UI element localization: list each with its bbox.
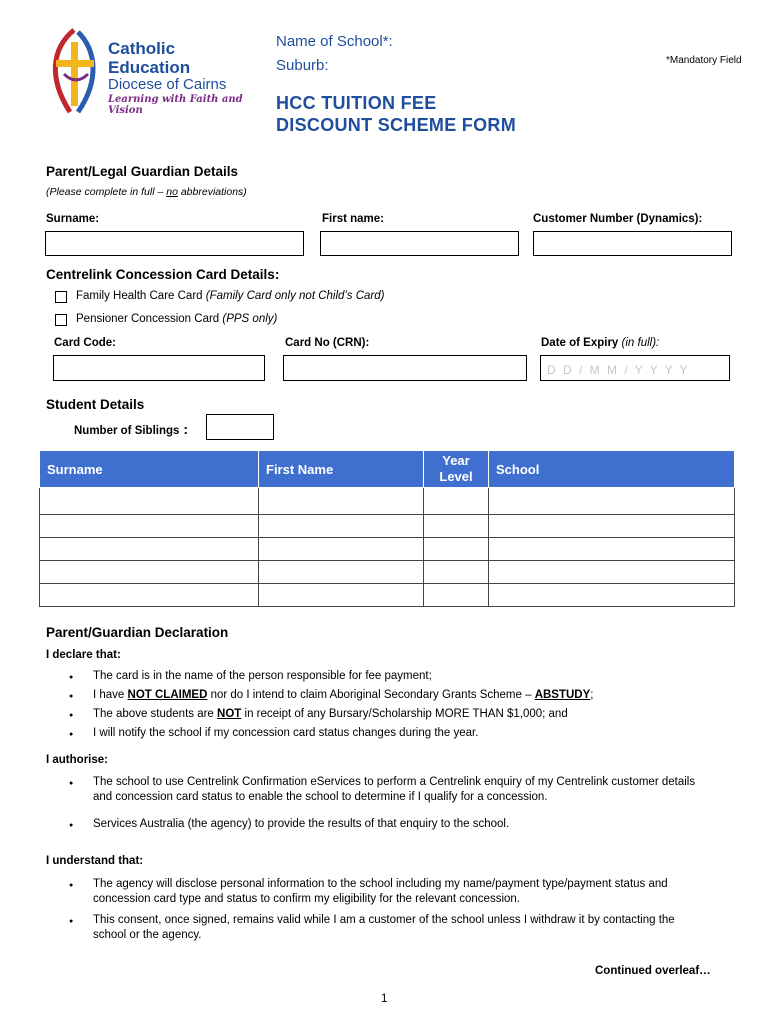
mandatory-field-note: *Mandatory Field: [666, 55, 742, 66]
understand-item-2: ● This consent, once signed, remains valid while I am a customer of the school unless I withdraw it by contacting the school or the agency.: [46, 913, 696, 943]
school-name-label: Name of School*:: [276, 33, 393, 50]
table-cell[interactable]: [424, 561, 489, 584]
guardian-note-prefix: (Please complete in full –: [46, 186, 167, 198]
table-cell[interactable]: [259, 488, 424, 515]
logo-line-catholic: Catholic: [108, 39, 176, 58]
table-cell[interactable]: [40, 538, 259, 561]
card-no-input[interactable]: [283, 355, 527, 381]
student-table: [39, 450, 735, 607]
col-surname: Surname: [40, 451, 259, 488]
guardian-heading: Parent/Legal Guardian Details: [46, 164, 239, 179]
table-cell[interactable]: [40, 561, 259, 584]
authorise-list: [46, 775, 716, 832]
authorise-item-1: ● The school to use Centrelink Confirmation eServices to perform a Centrelink enquiry of my Centrelink customer details and concession card status to enable the school to determine if I qualify for a concession.: [46, 775, 716, 805]
card-code-input[interactable]: [53, 355, 265, 381]
understand-list: [46, 877, 696, 943]
logo-line-diocese: Diocese of Cairns: [108, 76, 227, 93]
pensioner-card-checkbox[interactable]: [55, 314, 67, 326]
table-cell[interactable]: [424, 488, 489, 515]
authorise-item-2: ● Services Australia (the agency) to provide the results of that enquiry to the school.: [46, 817, 716, 832]
table-row: [40, 515, 735, 538]
table-cell[interactable]: [424, 538, 489, 561]
logo-tagline: Learning with Faith and Vision: [108, 94, 243, 116]
surname-label: Surname:: [46, 213, 100, 225]
page-number: 1: [381, 993, 388, 1005]
declare-3-c: in receipt of any Bursary/Scholarship MORE THAN $1,000; and: [241, 708, 568, 720]
table-cell[interactable]: [259, 538, 424, 561]
declare-3-not: NOT: [217, 708, 242, 720]
declare-item-4: ● I will notify the school if my concession card status changes during the year.: [46, 726, 736, 741]
declare-2-c: nor do I intend to claim Aboriginal Secondary Grants Scheme –: [207, 689, 535, 701]
col-first-name: First Name: [259, 451, 424, 488]
declare-item-2: [46, 688, 736, 703]
form-title-line1: HCC TUITION FEE: [276, 93, 437, 113]
table-row: [40, 584, 735, 607]
table-row: [40, 561, 735, 584]
table-cell[interactable]: [40, 584, 259, 607]
customer-number-label: Customer Number (Dynamics):: [533, 213, 703, 225]
col-school: School: [489, 451, 735, 488]
family-card-label: Family Health Care Card: [76, 290, 206, 302]
form-title-line2: DISCOUNT SCHEME FORM: [276, 115, 516, 135]
table-cell[interactable]: [489, 515, 735, 538]
logo: [44, 28, 274, 116]
table-cell[interactable]: [40, 515, 259, 538]
siblings-label: [74, 421, 188, 437]
expiry-input[interactable]: [540, 355, 730, 381]
declare-2-e: ;: [590, 689, 594, 701]
guardian-note-no: no: [166, 186, 178, 198]
table-cell[interactable]: [489, 538, 735, 561]
understand-heading: I understand that:: [46, 855, 144, 867]
declare-heading: I declare that:: [46, 649, 121, 661]
surname-input[interactable]: [45, 231, 304, 256]
table-cell[interactable]: [424, 584, 489, 607]
understand-item-1: ● The agency will disclose personal information to the school including my name/payment type/payment status and concession card type and status to confirm my eligibility for the relevant concession.: [46, 877, 696, 907]
declare-list: [46, 669, 736, 741]
card-code-label: Card Code:: [54, 337, 116, 349]
continued-overleaf: Continued overleaf…: [595, 965, 711, 977]
table-cell[interactable]: [40, 488, 259, 515]
logo-line-education: Education: [108, 58, 191, 77]
declare-item-1: ● The card is in the name of the person responsible for fee payment;: [46, 669, 736, 684]
family-card-note: (Family Card only not Child’s Card): [205, 290, 385, 302]
siblings-colon: :: [183, 421, 189, 437]
firstname-input[interactable]: [320, 231, 519, 256]
table-cell[interactable]: [424, 515, 489, 538]
declare-3-a: The above students are: [93, 708, 218, 720]
firstname-label: First name:: [322, 213, 384, 225]
col-year-level: Year Level: [424, 451, 489, 488]
declare-2-abstudy: ABSTUDY: [534, 689, 591, 701]
table-cell[interactable]: [259, 515, 424, 538]
card-no-label: Card No (CRN):: [285, 337, 370, 349]
table-cell[interactable]: [259, 584, 424, 607]
declare-item-3: [46, 707, 736, 722]
student-heading: Student Details: [46, 397, 145, 412]
pensioner-card-label: Pensioner Concession Card: [76, 313, 223, 325]
cross-emblem-icon: [44, 28, 106, 116]
table-cell[interactable]: [259, 561, 424, 584]
expiry-label-note: (in full):: [621, 337, 660, 349]
expiry-placeholder: D D / M M / Y Y Y Y: [547, 363, 690, 377]
family-card-checkbox[interactable]: [55, 291, 67, 303]
guardian-note: [46, 186, 247, 198]
pensioner-card-note: (PPS only): [222, 313, 278, 325]
siblings-input[interactable]: [206, 414, 274, 440]
family-card-option: [76, 290, 384, 302]
expiry-label: [541, 337, 659, 349]
table-row: [40, 488, 735, 515]
table-cell[interactable]: [489, 561, 735, 584]
expiry-label-text: Date of Expiry: [541, 337, 622, 349]
table-row: [40, 538, 735, 561]
declaration-heading: Parent/Guardian Declaration: [46, 625, 229, 640]
table-cell[interactable]: [489, 584, 735, 607]
centrelink-heading: Centrelink Concession Card Details:: [46, 267, 280, 282]
declare-2-a: I have: [93, 689, 128, 701]
guardian-note-suffix: abbreviations): [177, 186, 247, 198]
declare-2-not-claimed: NOT CLAIMED: [127, 689, 208, 701]
pensioner-card-option: [76, 313, 277, 325]
authorise-heading: I authorise:: [46, 754, 108, 766]
suburb-label: Suburb:: [276, 57, 329, 74]
customer-number-input[interactable]: [533, 231, 732, 256]
siblings-label-text: Number of Siblings: [74, 425, 180, 437]
table-cell[interactable]: [489, 488, 735, 515]
